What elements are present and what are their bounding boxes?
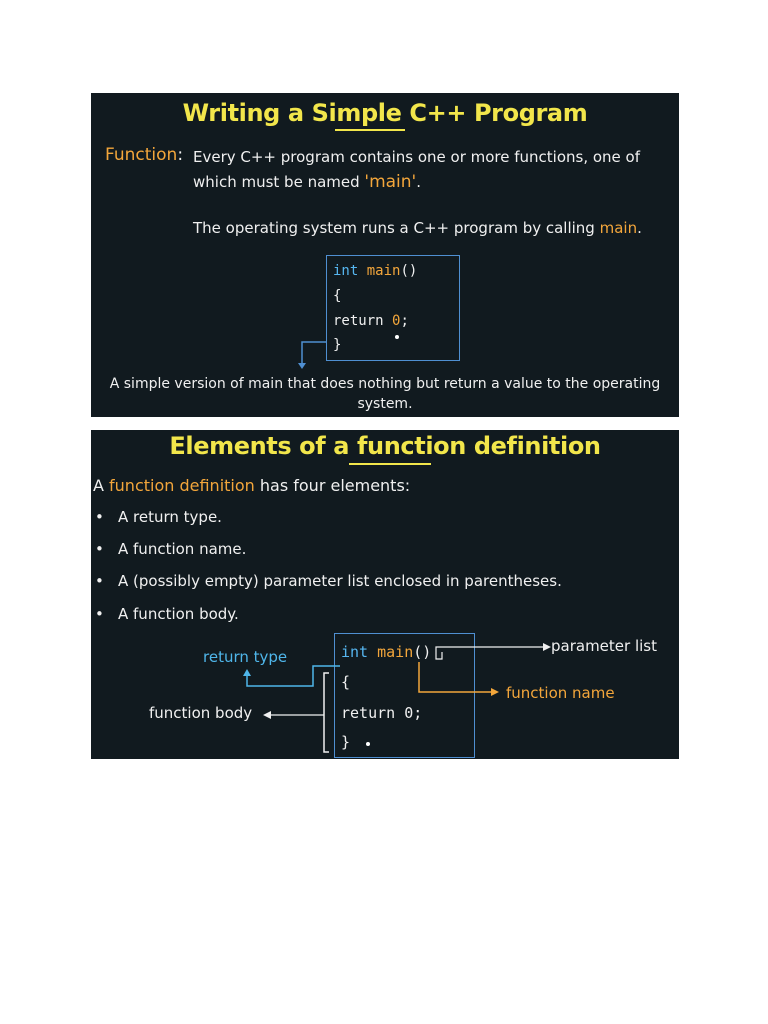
function-body-arrow-head — [263, 711, 271, 719]
code-return: return — [333, 313, 384, 329]
caption-arrow-head — [298, 363, 306, 369]
label-return-type: return type — [203, 648, 288, 666]
definition-line-1: Every C++ program contains one or more functions, one of — [193, 148, 641, 166]
slide-writing-simple-cpp-program — [91, 93, 679, 417]
term-label: Function — [105, 145, 178, 165]
code-function-main: main — [377, 643, 414, 661]
code-open-brace: { — [341, 673, 351, 691]
bullet-marker: • — [95, 540, 104, 558]
parameter-list-arrow-line — [436, 647, 543, 659]
caption-line-2: system. — [357, 396, 413, 412]
code-function-main: main — [366, 263, 401, 279]
code-semicolon: ; — [400, 313, 409, 329]
intro-c: has four elements: — [254, 476, 411, 495]
bullet-return-type: A return type. — [118, 508, 222, 526]
slide1-arrows — [91, 93, 679, 417]
slide-title: Elements of a function definition — [169, 432, 601, 460]
definition-line-2-text: which must be named — [193, 173, 365, 191]
code-zero: 0 — [392, 313, 401, 329]
bullet-marker: • — [95, 605, 104, 623]
slide-elements-of-function-definition — [91, 430, 679, 759]
caption-arrow-line — [302, 342, 327, 365]
code-close-brace: } — [333, 337, 342, 353]
label-function-body: function body — [149, 704, 253, 722]
term-colon: : — [177, 145, 184, 165]
intro-a: A — [93, 476, 110, 495]
main-name: 'main' — [364, 172, 417, 192]
return-type-arrow-head — [243, 669, 251, 676]
label-function-name: function name — [506, 684, 615, 702]
return-type-arrow-line — [247, 666, 340, 686]
function-name-arrow-head — [491, 688, 499, 696]
code-open-brace: { — [333, 288, 342, 304]
code-parens: () — [400, 263, 418, 279]
function-definition-term: function definition — [109, 476, 255, 495]
slide-title: Writing a Simple C++ Program — [182, 99, 588, 127]
parameter-list-arrow-head — [543, 643, 551, 651]
cursor-dot — [366, 742, 370, 746]
code-parens: () — [413, 643, 432, 661]
main-keyword: main — [599, 219, 638, 237]
bullet-marker: • — [95, 572, 104, 590]
definition-line-2-period: . — [416, 173, 422, 191]
function-name-arrow-line — [419, 662, 491, 692]
os-text: The operating system runs a C++ program by calling — [193, 219, 600, 237]
function-body-bracket — [324, 673, 329, 752]
bullet-parameter-list: A (possibly empty) parameter list enclosed in parentheses. — [118, 572, 562, 590]
os-text-period: . — [637, 219, 642, 237]
code-keyword-int: int — [341, 643, 369, 661]
bullet-function-body: A function body. — [118, 605, 239, 623]
bullet-function-name: A function name. — [118, 540, 247, 558]
cursor-dot — [395, 335, 399, 339]
caption-line-1: A simple version of main that does nothing but return a value to the operating — [109, 376, 661, 392]
bullet-marker: • — [95, 508, 104, 526]
code-close-brace: } — [341, 733, 351, 751]
code-keyword-int: int — [333, 263, 359, 279]
label-parameter-list: parameter list — [551, 637, 657, 655]
code-return-line: return 0; — [341, 704, 423, 722]
